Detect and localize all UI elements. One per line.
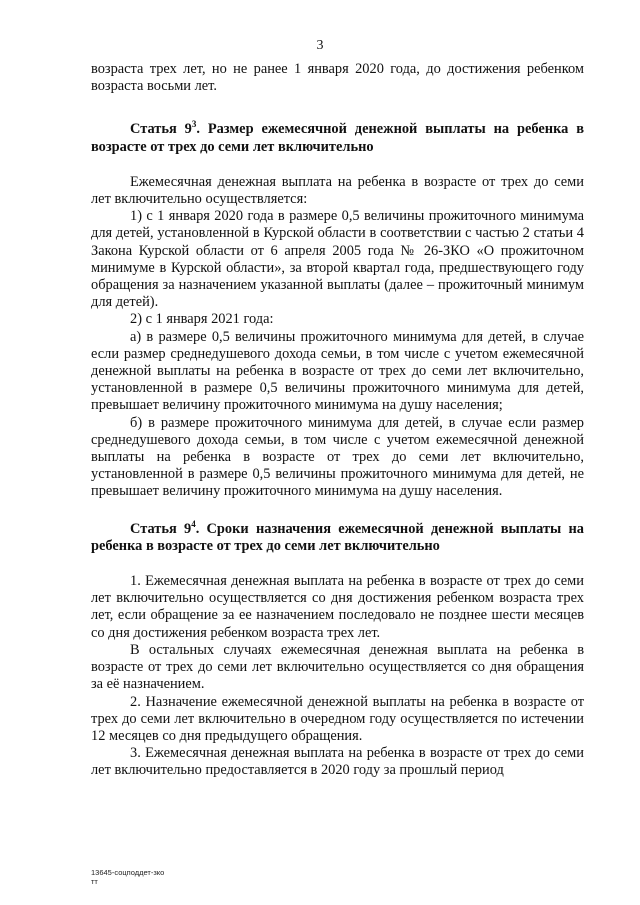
article-9-3-heading-prefix: Статья 9: [130, 121, 192, 138]
article-9-3-paragraph: б) в размере прожиточного минимума для детей, в случае если размер среднедушевого дохода семьи, в том числе с учетом ежемесячной денежной выплаты на ребенка в возрасте от трех до семи лет включительно, установленной в размере 0,5 величины прожиточного минимума для детей, не превышает величину прожиточного минимума на душу населения.: [91, 414, 584, 500]
article-9-4-paragraph: 3. Ежемесячная денежная выплата на ребенка в возрасте от трех до семи лет включительно предоставляется в 2020 году за прошлый период: [91, 745, 584, 779]
article-9-4-heading: [91, 518, 585, 555]
article-9-3-heading-sup: 3: [191, 119, 197, 130]
article-9-3-paragraph: Ежемесячная денежная выплата на ребенка в возрасте от трех до семи лет включительно осуществляется:: [91, 173, 584, 208]
article-9-4-paragraph: В остальных случаях ежемесячная денежная выплата на ребенка в возрасте от трех до семи лет включительно осуществляется со дня обращения за её назначением.: [91, 641, 584, 693]
article-9-4-heading-prefix: Статья 9: [130, 520, 192, 537]
article-9-3-paragraph: 1) с 1 января 2020 года в размере 0,5 величины прожиточного минимума для детей, установленной в Курской области в соответствии с частью 2 статьи 4 Закона Курской области от 6 апреля 2005 года № 26-ЗКО «О прожиточном минимуме в Курской области», за второй квартал года, предшествующего году обращения за назначением указанной выплаты (далее – прожиточный минимум для детей).: [91, 208, 584, 311]
footer-initials: тт: [91, 877, 98, 886]
page-number: 3: [316, 38, 324, 53]
article-9-3-paragraph: а) в размере 0,5 величины прожиточного минимума для детей, в случае если размер среднедушевого дохода семьи, в том числе с учетом ежемесячной денежной выплаты на ребенка в возрасте от трех до семи лет включительно, установленной в размере 0,5 величины прожиточного минимума для детей, превышает величину прожиточного минимума на душу населения;: [91, 328, 584, 414]
article-9-4-heading-text: . Сроки назначения ежемесячной денежной выплаты на ребенка в возрасте от трех до семи лет включительно: [91, 520, 585, 554]
footer-code: 13645-соцподдет-зко: [91, 868, 165, 877]
article-9-3-heading: [91, 121, 584, 155]
article-9-4-paragraph: 1. Ежемесячная денежная выплата на ребенка в возрасте от трех до семи лет включительно осуществляется со дня достижения ребенком возраста трех лет, если обращение за ее назначением последовало не позднее шести месяцев со дня достижения ребенком возраста трех лет.: [91, 573, 584, 641]
article-9-3-paragraph: 2) с 1 января 2021 года:: [130, 311, 274, 328]
document-body: [91, 61, 584, 780]
article-9-4-paragraph: 2. Назначение ежемесячной денежной выплаты на ребенка в возрасте от трех до семи лет включительно в очередном году осуществляется по истечении 12 месяцев со дня предыдущего обращения.: [91, 693, 584, 744]
intro-paragraph: возраста трех лет, но не ранее 1 января 2020 года, до достижения ребенком возраста восьми лет.: [91, 61, 584, 95]
article-9-3-heading-text: . Размер ежемесячной денежной выплаты на ребенка в возрасте от трех до семи лет включительно: [91, 121, 585, 155]
article-9-4-heading-sup: 4: [191, 518, 196, 529]
document-footer: [91, 868, 164, 886]
